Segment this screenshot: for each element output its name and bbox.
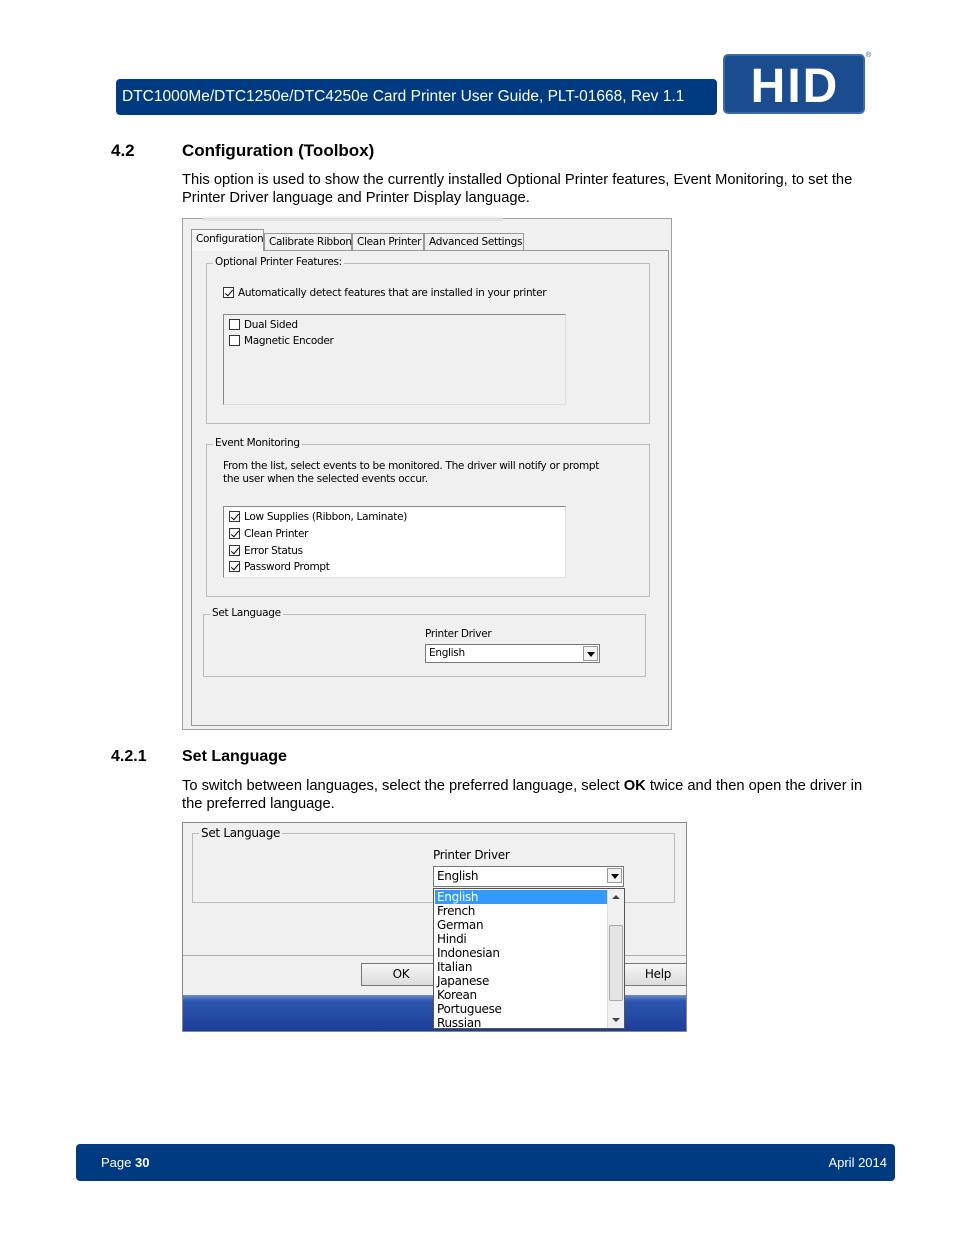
language-option-portuguese[interactable]: Portuguese <box>437 1002 502 1016</box>
auto-detect-option[interactable] <box>223 287 546 299</box>
scroll-down-arrow-icon[interactable] <box>612 1018 620 1022</box>
subsection-body <box>182 777 872 813</box>
set-language-title: Set Language <box>212 607 281 619</box>
dropdown-scrollbar[interactable] <box>607 889 624 1028</box>
configuration-panel <box>191 250 669 726</box>
document-title: DTC1000Me/DTC1250e/DTC4250e Card Printer User Guide, PLT-01668, Rev 1.1 <box>122 88 685 105</box>
language-option-french[interactable]: French <box>437 904 476 918</box>
document-header-bar <box>116 79 717 115</box>
list-item[interactable] <box>229 528 308 540</box>
dialog-edge <box>203 215 503 221</box>
printer-driver-label: Printer Driver <box>433 848 510 862</box>
list-item[interactable] <box>229 511 407 523</box>
event-monitoring-title: Event Monitoring <box>215 437 300 449</box>
language-dropdown-list[interactable] <box>433 888 625 1029</box>
page-number-value: 30 <box>134 1155 150 1170</box>
event-description-line2: the user when the selected events occur. <box>223 473 428 485</box>
subsection-number: 4.2.1 <box>111 748 147 765</box>
set-language-group <box>203 607 646 677</box>
language-dialog <box>182 822 687 1032</box>
language-select[interactable] <box>433 866 624 887</box>
ok-button[interactable]: OK <box>361 963 441 986</box>
set-language-title: Set Language <box>201 826 281 840</box>
scroll-thumb[interactable] <box>609 925 623 1001</box>
low-supplies-checkbox[interactable] <box>229 511 240 522</box>
password-prompt-checkbox[interactable] <box>229 561 240 572</box>
footer-date: April 2014 <box>828 1155 887 1170</box>
chevron-down-icon[interactable] <box>607 868 622 883</box>
list-item[interactable] <box>229 319 298 331</box>
subsection-title: Set Language <box>182 748 287 765</box>
auto-detect-label: Automatically detect features that are installed in your printer <box>238 287 547 299</box>
hid-logo <box>723 54 865 114</box>
language-option-hindi[interactable]: Hindi <box>437 932 467 946</box>
language-option-german[interactable]: German <box>437 918 484 932</box>
list-item[interactable] <box>229 335 334 347</box>
tab-configuration[interactable]: Configuration <box>191 229 264 251</box>
clean-printer-checkbox[interactable] <box>229 528 240 539</box>
help-button[interactable]: Help <box>623 963 687 986</box>
list-item[interactable] <box>229 545 303 557</box>
language-option-japanese[interactable]: Japanese <box>437 974 490 988</box>
magnetic-encoder-label: Magnetic Encoder <box>244 335 334 347</box>
language-option-english[interactable]: English <box>435 890 607 904</box>
svg-text:HID: HID <box>750 62 840 108</box>
subsection-body-start: To switch between languages, select the preferred language, select <box>182 778 624 794</box>
document-footer-bar <box>76 1144 895 1181</box>
optional-features-group <box>206 256 650 424</box>
registered-mark: ® <box>866 52 872 59</box>
language-option-italian[interactable]: Italian <box>437 960 473 974</box>
language-option-korean[interactable]: Korean <box>437 988 477 1002</box>
language-select-value: English <box>437 869 479 883</box>
password-prompt-label: Password Prompt <box>244 561 330 573</box>
subsection-body-bold: OK <box>623 778 646 794</box>
error-status-checkbox[interactable] <box>229 545 240 556</box>
language-select-value: English <box>429 647 465 659</box>
event-description-line1: From the list, select events to be monitored. The driver will notify or prompt <box>223 460 600 472</box>
events-list[interactable] <box>223 506 566 578</box>
section-number: 4.2 <box>111 141 135 160</box>
language-select[interactable] <box>425 644 600 663</box>
magnetic-encoder-checkbox[interactable] <box>229 335 240 346</box>
features-list[interactable] <box>223 314 566 405</box>
chevron-down-icon[interactable] <box>583 646 598 661</box>
language-option-indonesian[interactable]: Indonesian <box>437 946 500 960</box>
section-title: Configuration (Toolbox) <box>182 141 375 160</box>
printer-driver-label: Printer Driver <box>425 628 492 640</box>
optional-features-title: Optional Printer Features: <box>215 256 342 268</box>
event-monitoring-group <box>206 437 650 597</box>
list-item[interactable] <box>229 561 330 573</box>
dual-sided-checkbox[interactable] <box>229 319 240 330</box>
page-prefix: Page <box>101 1155 135 1170</box>
auto-detect-checkbox[interactable] <box>223 287 234 298</box>
language-option-russian[interactable]: Russian <box>437 1016 482 1030</box>
error-status-label: Error Status <box>244 545 303 557</box>
tab-clean-printer[interactable]: Clean Printer <box>352 233 424 251</box>
tab-advanced-settings[interactable]: Advanced Settings <box>424 233 524 251</box>
subsection-body-end: twice and then open the driver in the preferred language. <box>182 778 863 812</box>
clean-printer-label: Clean Printer <box>244 528 309 540</box>
page-number <box>101 1155 149 1170</box>
section-body: This option is used to show the currently installed Optional Printer features, Event Monitoring, to set the Printer Driver language and Printer Display language. <box>182 172 853 206</box>
tab-calibrate-ribbon[interactable]: Calibrate Ribbon <box>264 233 352 251</box>
toolbox-dialog <box>182 218 672 730</box>
dual-sided-label: Dual Sided <box>244 319 298 331</box>
low-supplies-label: Low Supplies (Ribbon, Laminate) <box>244 511 408 523</box>
scroll-up-arrow-icon[interactable] <box>612 895 620 899</box>
